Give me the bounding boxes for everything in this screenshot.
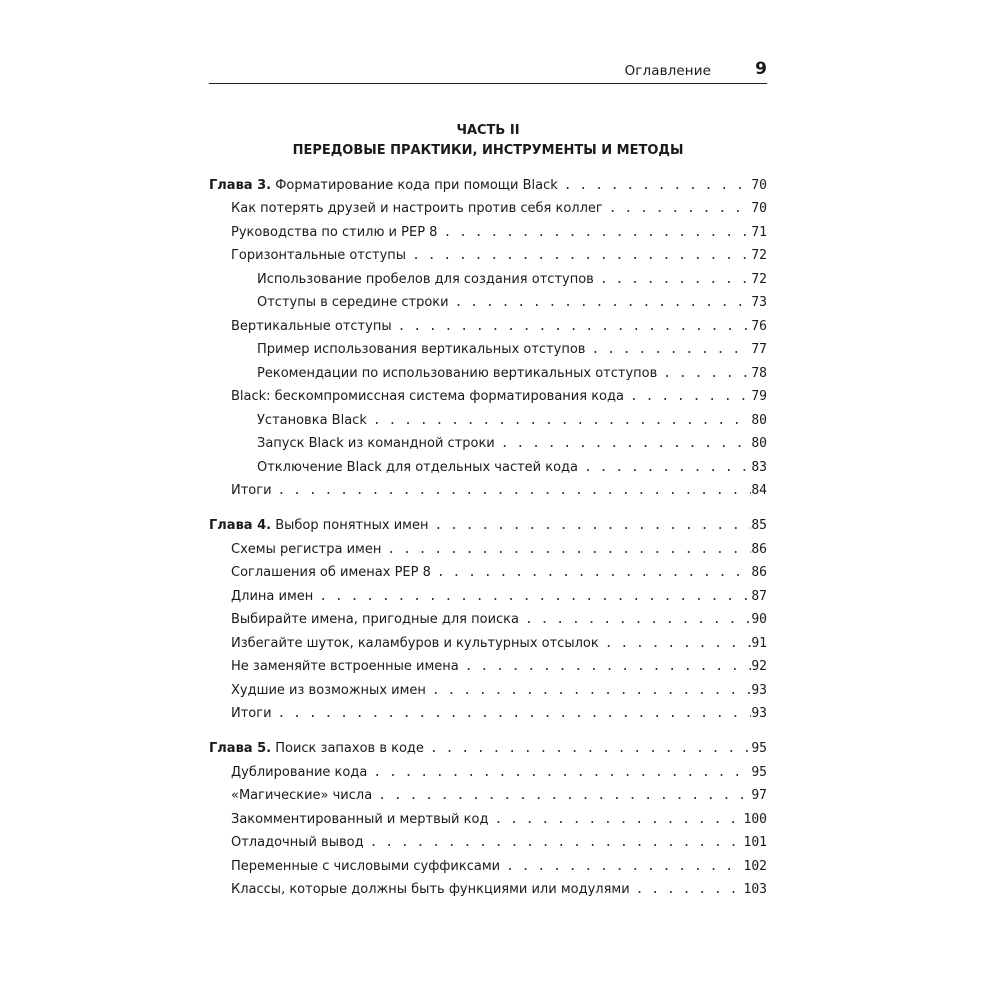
toc-entry-text: Выбирайте имена, пригодные для поиска: [231, 612, 519, 627]
dot-leader: [272, 706, 752, 724]
toc-page-number: 91: [751, 635, 767, 651]
toc-entry[interactable]: [209, 454, 767, 478]
toc-entry-title: [231, 589, 313, 607]
toc-entry-title: [231, 248, 406, 266]
dot-leader: [603, 201, 752, 219]
toc-chapter-entry[interactable]: [209, 513, 767, 537]
toc-entry-text: Выбор понятных имен: [275, 518, 429, 533]
toc-entry-title: [257, 295, 449, 313]
toc-entry-text: Запуск Black из командной строки: [257, 436, 495, 451]
toc-page-number: 86: [751, 565, 767, 580]
toc-entry-text: Итоги: [231, 483, 272, 498]
toc-entry-title: [231, 706, 272, 724]
toc-entry-title: [257, 342, 585, 360]
dot-leader: [364, 835, 744, 853]
toc-entry[interactable]: [209, 219, 767, 243]
toc-page-number: 103: [743, 882, 767, 897]
toc-entry-text: Классы, которые должны быть функциями или модулями: [231, 882, 630, 897]
dot-leader: [372, 788, 751, 806]
toc-page-number: 92: [751, 659, 767, 674]
toc-entry-title: [231, 683, 426, 701]
toc-entry[interactable]: [209, 654, 767, 678]
toc-entry[interactable]: [209, 407, 767, 431]
toc-chapter-entry[interactable]: [209, 736, 767, 760]
toc-page-number: 87: [751, 588, 767, 604]
toc-entry[interactable]: [209, 783, 767, 807]
toc-entry-text: Соглашения об именах PEP 8: [231, 565, 431, 580]
toc-entry-title: [231, 812, 488, 830]
dot-leader: [488, 812, 743, 830]
toc-entry-title: [257, 272, 594, 290]
toc-entry[interactable]: [209, 478, 767, 502]
toc-entry-title: [257, 436, 495, 454]
toc-entry-text: Использование пробелов для создания отступов: [257, 271, 594, 287]
toc-entry-text: Закомментированный и мертвый код: [231, 811, 489, 827]
toc-entry[interactable]: [209, 607, 767, 631]
toc-entry-text: Не заменяйте встроенные имена: [231, 659, 459, 674]
toc-page-number: 77: [751, 342, 767, 357]
toc-entry-text: Рекомендации по использованию вертикальных отступов: [257, 365, 658, 381]
dot-leader: [449, 295, 752, 313]
toc-entry-title: [257, 460, 578, 478]
toc-entry[interactable]: [209, 806, 767, 830]
dot-leader: [381, 542, 751, 560]
toc-entry-title: [209, 741, 424, 759]
toc-page-number: 85: [751, 518, 767, 533]
dot-leader: [630, 882, 744, 900]
toc-entry[interactable]: [209, 560, 767, 584]
toc-page-number: 90: [751, 612, 767, 627]
toc-entry[interactable]: [209, 337, 767, 361]
dot-leader: [437, 225, 751, 243]
toc-entry-title: [209, 178, 558, 196]
toc-entry-title: [231, 835, 364, 853]
toc-entry-text: Переменные с числовыми суффиксами: [231, 858, 501, 874]
dot-leader: [392, 319, 752, 337]
dot-leader: [459, 659, 752, 677]
toc-entry[interactable]: [209, 701, 767, 725]
toc-entry-title: [231, 201, 603, 219]
dot-leader: [624, 389, 751, 407]
toc-page-number: 76: [751, 318, 767, 334]
toc-page-number: 93: [751, 706, 767, 721]
dot-leader: [431, 565, 751, 583]
toc-page-number: 71: [751, 224, 767, 240]
toc-entry-text: Black: бескомпромиссная система форматирования кода: [231, 389, 624, 404]
chapter-label: Глава 4.: [209, 518, 272, 533]
part-title: ПЕРЕДОВЫЕ ПРАКТИКИ, ИНСТРУМЕНТЫ И МЕТОДЫ: [292, 143, 684, 158]
toc-entry-text: Вертикальные отступы: [231, 318, 392, 334]
dot-leader: [657, 366, 751, 384]
toc-entry-text: Отладочный вывод: [231, 835, 364, 850]
toc-entry[interactable]: [209, 877, 767, 901]
toc-entry-title: [231, 859, 500, 877]
dot-leader: [495, 436, 752, 454]
toc-page-number: 97: [751, 788, 767, 803]
toc-entry-title: [231, 765, 367, 783]
toc-entry[interactable]: [209, 583, 767, 607]
toc-entry-title: [231, 636, 599, 654]
dot-leader: [426, 683, 751, 701]
toc-page-number: 86: [751, 541, 767, 557]
toc-entry-text: Горизонтальные отступы: [231, 248, 407, 263]
toc-entry-title: [257, 413, 367, 431]
toc-page-number: 83: [751, 459, 767, 475]
toc-page-number: 80: [751, 436, 767, 451]
toc-entry-text: «Магические» числа: [231, 788, 373, 803]
toc-entry-text: Поиск запахов в коде: [275, 741, 424, 756]
toc-page-number: 70: [751, 177, 767, 193]
toc-entry-title: [257, 366, 657, 384]
toc-page-number: 72: [751, 271, 767, 287]
toc-entry-text: Форматирование кода при помощи Black: [275, 177, 558, 193]
toc-entry-text: Итоги: [231, 706, 272, 721]
dot-leader: [428, 518, 751, 536]
toc-entry-text: Длина имен: [231, 588, 314, 604]
toc-entry-title: [209, 518, 428, 536]
toc-entry[interactable]: [209, 759, 767, 783]
dot-leader: [367, 765, 751, 783]
dot-leader: [313, 589, 751, 607]
toc-entry-title: [231, 659, 459, 677]
toc-page-number: 79: [751, 389, 767, 404]
toc-entry[interactable]: [209, 536, 767, 560]
toc-page-number: 80: [751, 412, 767, 428]
toc-page-number: 100: [743, 811, 767, 827]
toc-entry[interactable]: [209, 313, 767, 337]
dot-leader: [578, 460, 751, 478]
toc-entry[interactable]: [209, 196, 767, 220]
toc-page-number: 102: [743, 858, 767, 874]
toc-chapter-entry[interactable]: [209, 172, 767, 196]
toc-entry-title: [231, 389, 624, 407]
toc-entry-text: Избегайте шуток, каламбуров и культурных отсылок: [231, 635, 599, 651]
toc-entry[interactable]: [209, 630, 767, 654]
toc-entry-title: [231, 319, 392, 337]
toc-entry-text: Дублирование кода: [231, 764, 368, 780]
running-header: [209, 61, 767, 84]
dot-leader: [367, 413, 751, 431]
dot-leader: [558, 178, 752, 196]
toc-entry[interactable]: [209, 431, 767, 455]
toc-entry-title: [231, 612, 519, 630]
toc-entry[interactable]: [209, 677, 767, 701]
toc-page-number: 101: [743, 835, 767, 850]
toc-entry-title: [231, 788, 372, 806]
toc-page-number: 78: [751, 365, 767, 381]
dot-leader: [272, 483, 752, 501]
toc-entry-title: [231, 542, 381, 560]
dot-leader: [585, 342, 751, 360]
toc-entry[interactable]: [209, 290, 767, 314]
dot-leader: [500, 859, 743, 877]
toc-entry-text: Отключение Black для отдельных частей кода: [257, 459, 579, 475]
toc-entry-text: Отступы в середине строки: [257, 295, 449, 310]
toc-entry[interactable]: [209, 853, 767, 877]
toc-page-number: 95: [751, 741, 767, 756]
dot-leader: [599, 636, 752, 654]
toc-page-number: 72: [751, 248, 767, 263]
toc-entry-title: [231, 225, 437, 243]
dot-leader: [519, 612, 751, 630]
toc-entry[interactable]: [209, 830, 767, 854]
toc-entry-title: [231, 882, 630, 900]
part-label: ЧАСТЬ II: [456, 123, 520, 138]
dot-leader: [594, 272, 752, 290]
toc-entry-text: Худшие из возможных имен: [231, 682, 426, 698]
toc-entry[interactable]: [209, 266, 767, 290]
chapter-label: Глава 3.: [209, 177, 272, 193]
dot-leader: [424, 741, 751, 759]
toc-entry[interactable]: [209, 243, 767, 267]
toc-entry-title: [231, 483, 272, 501]
toc-entry-text: Как потерять друзей и настроить против себя коллег: [231, 201, 603, 216]
toc-page-number: 84: [751, 483, 767, 498]
toc-entry-title: [231, 565, 431, 583]
dot-leader: [406, 248, 751, 266]
toc-page-number: 93: [751, 682, 767, 698]
toc-page-number: 73: [751, 295, 767, 310]
header-page-number: 9: [755, 59, 767, 79]
header-title: Оглавление: [624, 63, 711, 79]
toc-page-number: 70: [751, 201, 767, 216]
toc-entry-text: Схемы регистра имен: [231, 541, 382, 557]
toc-entry[interactable]: [209, 384, 767, 408]
toc-entry-text: Пример использования вертикальных отступов: [257, 342, 586, 357]
toc-entry-text: Установка Black: [257, 412, 367, 428]
table-of-contents: [209, 172, 767, 900]
chapter-label: Глава 5.: [209, 741, 272, 756]
toc-entry[interactable]: [209, 360, 767, 384]
toc-entry-text: Руководства по стилю и PEP 8: [231, 224, 438, 240]
toc-page-number: 95: [751, 764, 767, 780]
